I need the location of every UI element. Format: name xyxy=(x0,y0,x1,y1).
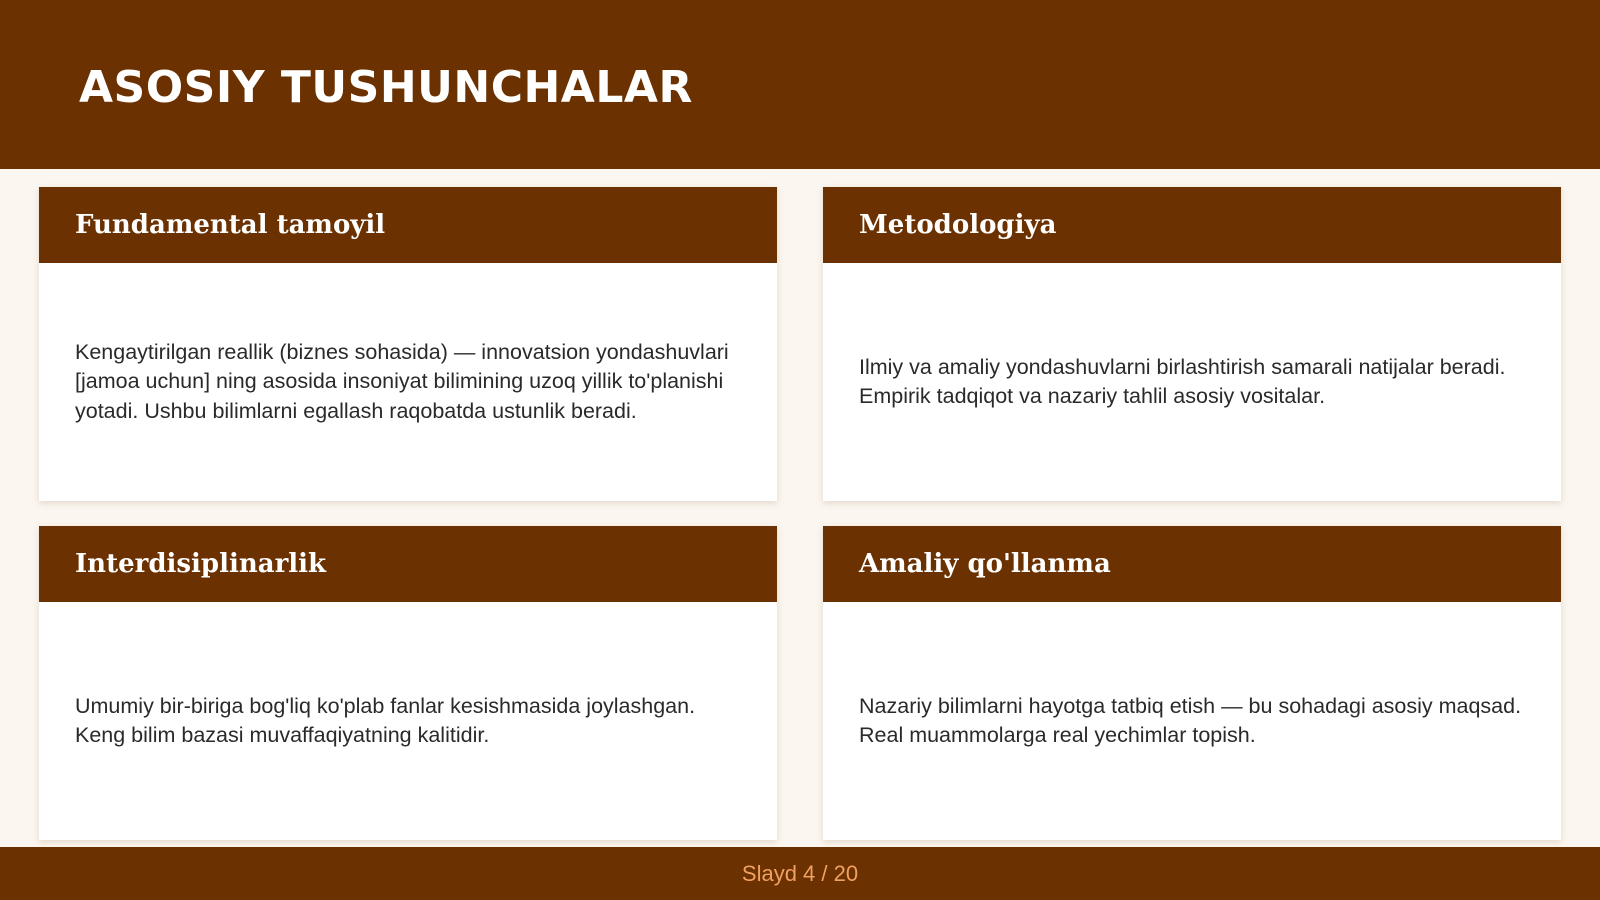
card-text: Ilmiy va amaliy yondashuvlarni birlashtirish samarali natijalar beradi. Empirik tadqiqot va nazariy tahlil asosiy vositalar. xyxy=(859,354,1506,408)
card-methodology xyxy=(823,187,1561,501)
card-title: Metodologiya xyxy=(859,210,1057,240)
slide-title: ASOSIY TUSHUNCHALAR xyxy=(79,62,693,113)
card-header xyxy=(823,526,1561,602)
card-header xyxy=(823,187,1561,263)
card-body xyxy=(823,263,1561,501)
card-practical-guide xyxy=(823,526,1561,840)
card-text: Kengaytirilgan reallik (biznes sohasida) — innovatsion yondashuvlari [jamoa uchun] ning asosida insoniyat bilimining uzoq yillik to'planishi yotadi. Ushbu bilimlarni egallash raqobatda ustunlik beradi. xyxy=(75,339,729,423)
card-body xyxy=(39,263,777,501)
card-body xyxy=(823,602,1561,840)
card-header xyxy=(39,526,777,602)
card-title: Amaliy qo'llanma xyxy=(859,549,1111,579)
card-text: Nazariy bilimlarni hayotga tatbiq etish — bu sohadagi asosiy maqsad. Real muammolarga real yechimlar topish. xyxy=(859,693,1522,747)
concept-card-grid xyxy=(39,187,1561,840)
card-fundamental-principle xyxy=(39,187,777,501)
card-body xyxy=(39,602,777,840)
card-interdisciplinarity xyxy=(39,526,777,840)
card-title: Interdisiplinarlik xyxy=(75,549,327,579)
card-text: Umumiy bir-biriga bog'liq ko'plab fanlar kesishmasida joylashgan. Keng bilim bazasi muvaffaqiyatning kalitidir. xyxy=(75,693,696,747)
slide-header xyxy=(0,0,1600,169)
slide-footer xyxy=(0,847,1600,900)
card-title: Fundamental tamoyil xyxy=(75,210,386,240)
card-header xyxy=(39,187,777,263)
slide-counter: Slayd 4 / 20 xyxy=(741,860,859,886)
